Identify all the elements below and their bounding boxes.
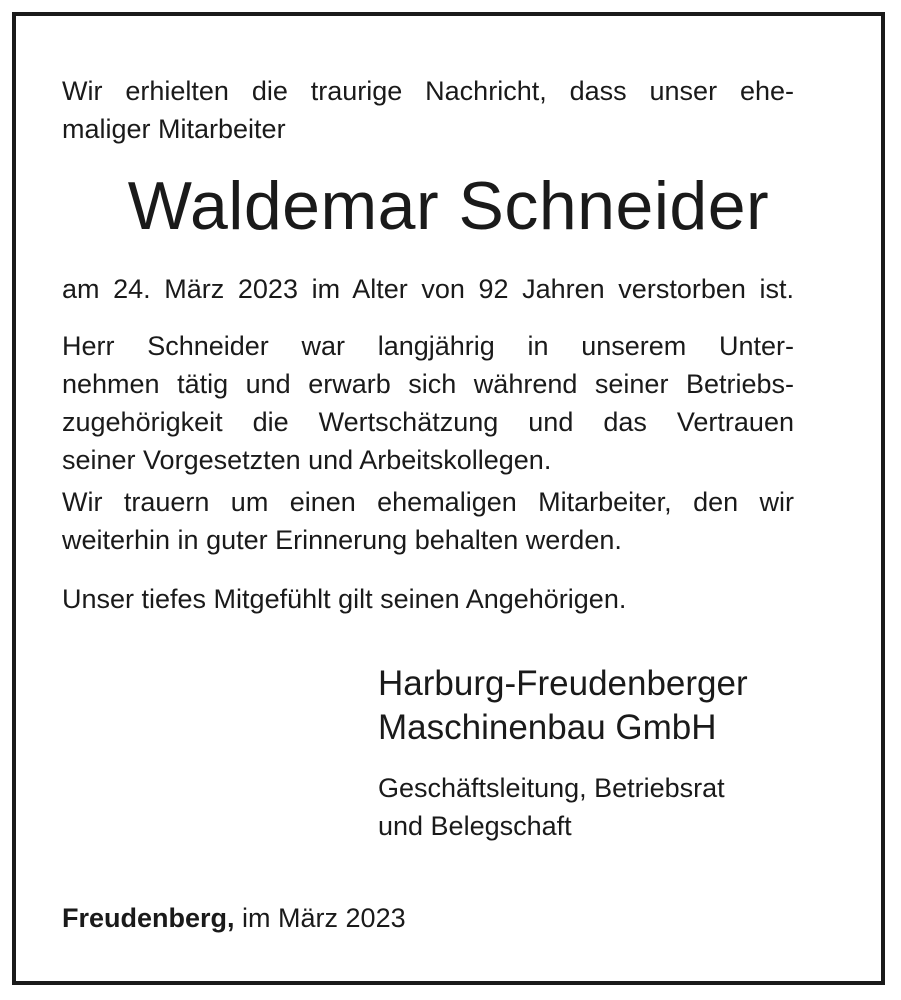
remembrance-text bbox=[62, 483, 794, 559]
tribute-line-4: seiner Vorgesetzten und Arbeitskollegen. bbox=[62, 445, 552, 475]
intro-line-2: maliger Mitarbeiter bbox=[62, 114, 286, 144]
company-line-1: Harburg-Freudenberger bbox=[378, 664, 748, 703]
condolence-text: Unser tiefes Mitgefühlt gilt seinen Angehörigen. bbox=[62, 584, 627, 614]
signers-line-1: Geschäftsleitung, Betriebsrat bbox=[378, 773, 725, 803]
deceased-name: Waldemar Schneider bbox=[127, 168, 770, 244]
intro-line-1: Wir erhielten die traurige Nachricht, dass unser ehe- bbox=[62, 76, 794, 106]
tribute-line-3: zugehörigkeit die Wertschätzung und das Vertrauen bbox=[62, 407, 794, 437]
place-date bbox=[62, 899, 794, 937]
tribute-line-2: nehmen tätig und erwarb sich während seiner Betriebs- bbox=[62, 369, 794, 399]
obituary-notice bbox=[12, 12, 885, 985]
company-line-2: Maschinenbau GmbH bbox=[378, 708, 717, 747]
remembrance-line-1: Wir trauern um einen ehemaligen Mitarbeiter, den wir bbox=[62, 487, 794, 517]
tribute-text bbox=[62, 327, 794, 479]
tribute-line-1: Herr Schneider war langjährig in unserem Unter- bbox=[62, 331, 794, 361]
place: Freudenberg, bbox=[62, 903, 235, 933]
company-name bbox=[378, 662, 858, 750]
passing-text: am 24. März 2023 im Alter von 92 Jahren verstorben ist. bbox=[62, 274, 794, 304]
remembrance-line-2: weiterhin in guter Erinnerung behalten werden. bbox=[62, 525, 622, 555]
date: im März 2023 bbox=[242, 903, 406, 933]
signers-line-2: und Belegschaft bbox=[378, 811, 572, 841]
signers bbox=[378, 769, 858, 845]
intro-text bbox=[62, 72, 794, 148]
